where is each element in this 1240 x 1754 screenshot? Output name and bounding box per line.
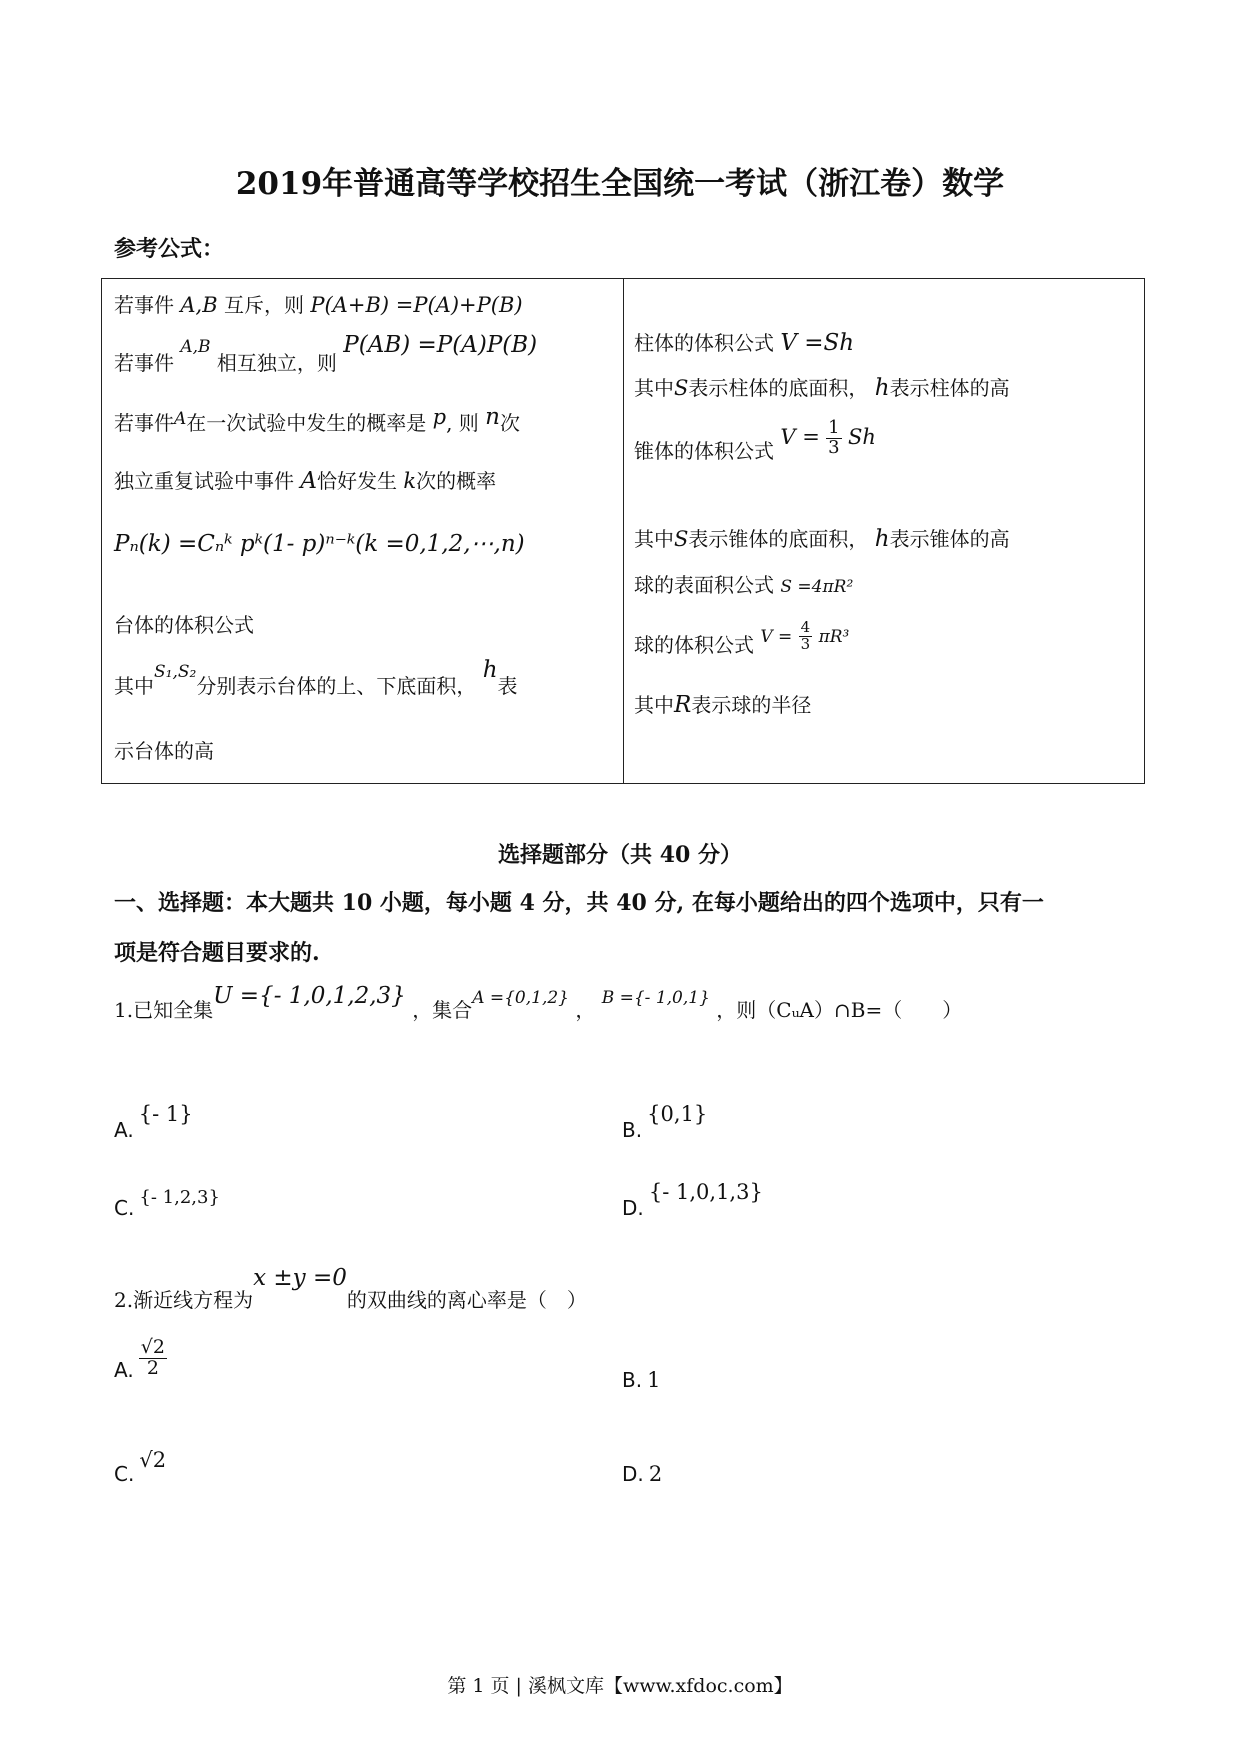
- text: 台体的体积公式: [114, 613, 254, 637]
- question-1: [114, 980, 963, 1022]
- math: S =4πR²: [780, 577, 854, 597]
- text: 表示锥体的底面积，: [688, 527, 869, 551]
- text: 的双曲线的离心率是（ ）: [346, 1288, 587, 1312]
- text: 独立重复试验中事件: [114, 469, 294, 493]
- math: P(AB) =P(A)P(B): [343, 332, 538, 358]
- q1-option-c[interactable]: [114, 1184, 220, 1220]
- text: 表示锥体的高: [889, 527, 1010, 551]
- text: 次的概率: [416, 469, 497, 493]
- option-letter: C.: [114, 1196, 135, 1220]
- text: , 则: [446, 411, 479, 435]
- text: 若事件: [114, 351, 174, 375]
- math: V =: [760, 627, 793, 647]
- math: n: [485, 404, 500, 430]
- math: h: [874, 526, 890, 552]
- text: 若事件: [114, 293, 174, 317]
- left-row-1: [114, 289, 523, 318]
- denominator: 3: [800, 635, 811, 653]
- math: A,B: [180, 337, 211, 357]
- math: A: [174, 409, 187, 429]
- math: S: [674, 527, 689, 551]
- binomial-formula: Pₙ(k) =Cₙᵏ pᵏ(1- p)ⁿ⁻ᵏ(k =0,1,2,⋯,n): [114, 531, 525, 557]
- math: S₁,S₂: [154, 662, 197, 682]
- q2-option-b[interactable]: [622, 1368, 661, 1392]
- formula-table: [101, 278, 1145, 784]
- text: 表示柱体的底面积，: [688, 376, 869, 400]
- option-letter: A.: [114, 1357, 134, 1382]
- right-row-7: [634, 689, 811, 718]
- math: V =Sh: [780, 330, 855, 356]
- left-row-8: [114, 735, 214, 764]
- text: 分别表示台体的上、下底面积，: [196, 674, 477, 698]
- text: 2.渐近线方程为: [114, 1288, 254, 1312]
- math: A ={0,1,2}: [472, 988, 569, 1008]
- numerator: √2: [140, 1336, 165, 1358]
- option-value: {- 1,0,1,3}: [648, 1180, 763, 1204]
- math: A: [300, 468, 317, 494]
- math: R: [674, 692, 692, 718]
- math: S: [674, 376, 689, 400]
- math: h: [482, 657, 498, 683]
- option-value: √2: [139, 1448, 167, 1472]
- option-letter: B.: [622, 1368, 643, 1392]
- option-letter: C.: [114, 1462, 135, 1486]
- q2-option-d[interactable]: [622, 1462, 662, 1486]
- part-title: 选择题部分（共 40 分）: [498, 842, 742, 868]
- left-row-4: [114, 465, 496, 494]
- math: P(A+B) =P(A)+P(B): [310, 293, 523, 317]
- fraction: [826, 419, 841, 458]
- right-row-4: [634, 523, 1010, 552]
- text: 若事件: [114, 411, 174, 435]
- math: A,B: [180, 293, 218, 317]
- math: πR³: [818, 627, 850, 647]
- option-letter: B.: [622, 1118, 643, 1142]
- fraction: [799, 620, 813, 653]
- option-letter: A.: [114, 1118, 134, 1142]
- left-row-5: [114, 531, 525, 557]
- text: 表示球的半径: [691, 693, 812, 717]
- option-value: {0,1}: [647, 1102, 708, 1126]
- page-footer: 第 1 页 | 溪枫文库【www.xfdoc.com】: [447, 1675, 793, 1697]
- left-row-6: [114, 609, 254, 638]
- question-2: [114, 1262, 587, 1312]
- text: 其中: [634, 527, 674, 551]
- page-title: 2019年普通高等学校招生全国统一考试（浙江卷）数学: [235, 166, 1005, 202]
- left-row-2: [114, 331, 538, 375]
- q1-option-b[interactable]: [622, 1102, 708, 1142]
- section-instructions-line2: 项是符合题目要求的.: [114, 940, 320, 966]
- text: 表示柱体的高: [889, 376, 1010, 400]
- denominator: 3: [828, 436, 840, 458]
- option-value: {- 1}: [138, 1102, 193, 1126]
- option-letter: D.: [622, 1196, 644, 1220]
- q2-option-c[interactable]: [114, 1448, 167, 1486]
- right-row-6: [634, 618, 850, 657]
- right-row-1: [634, 327, 854, 356]
- text: 球的表面积公式: [634, 573, 774, 597]
- text: 次: [500, 411, 520, 435]
- math: x ±y =0: [253, 1265, 347, 1291]
- text: ，集合: [412, 998, 473, 1022]
- table-divider: [623, 279, 624, 783]
- text: 互斥，则: [224, 293, 304, 317]
- math: h: [874, 375, 890, 401]
- math: Sh: [847, 424, 876, 449]
- text: 表: [497, 674, 518, 698]
- text: 在一次试验中发生的概率是: [186, 411, 427, 435]
- right-row-3: [634, 417, 876, 463]
- text: 柱体的体积公式: [634, 331, 774, 355]
- option-value: 1: [647, 1368, 661, 1392]
- text: 其中: [114, 674, 154, 698]
- numerator: 4: [800, 618, 811, 637]
- text: 示台体的高: [114, 739, 214, 763]
- text: ，: [575, 998, 596, 1022]
- text: 球的体积公式: [634, 633, 754, 657]
- math: U ={- 1,0,1,2,3}: [213, 983, 406, 1009]
- text: 其中: [634, 376, 674, 400]
- left-row-7: [114, 654, 518, 698]
- math: B ={- 1,0,1}: [601, 988, 710, 1008]
- q1-option-a[interactable]: [114, 1102, 193, 1142]
- right-row-5: [634, 569, 853, 598]
- text: 1.已知全集: [114, 998, 214, 1022]
- q1-option-d[interactable]: [622, 1180, 763, 1220]
- text: 锥体的体积公式: [634, 438, 774, 463]
- text: 相互独立，则: [216, 351, 337, 375]
- q2-option-a[interactable]: [114, 1336, 167, 1382]
- fraction: [139, 1338, 167, 1379]
- section-instructions-line1: 一、选择题：本大题共 10 小题，每小题 4 分，共 40 分, 在每小题给出的四个选项中，只有一: [114, 890, 1044, 916]
- right-row-2: [634, 372, 1010, 401]
- formula-label: 参考公式：: [114, 236, 225, 262]
- text: 恰好发生: [316, 469, 397, 493]
- numerator: 1: [828, 417, 840, 438]
- math: p: [432, 405, 447, 429]
- option-value: {- 1,2,3}: [139, 1187, 220, 1208]
- math: V =: [780, 424, 820, 449]
- option-letter: D.: [622, 1462, 644, 1486]
- text: 其中: [634, 693, 674, 717]
- option-value: 2: [648, 1462, 663, 1486]
- math: k: [403, 469, 417, 493]
- left-row-3: [114, 404, 520, 436]
- denominator: 2: [146, 1356, 159, 1379]
- text: ，则（CᵤA）∩B=（ ）: [716, 998, 963, 1022]
